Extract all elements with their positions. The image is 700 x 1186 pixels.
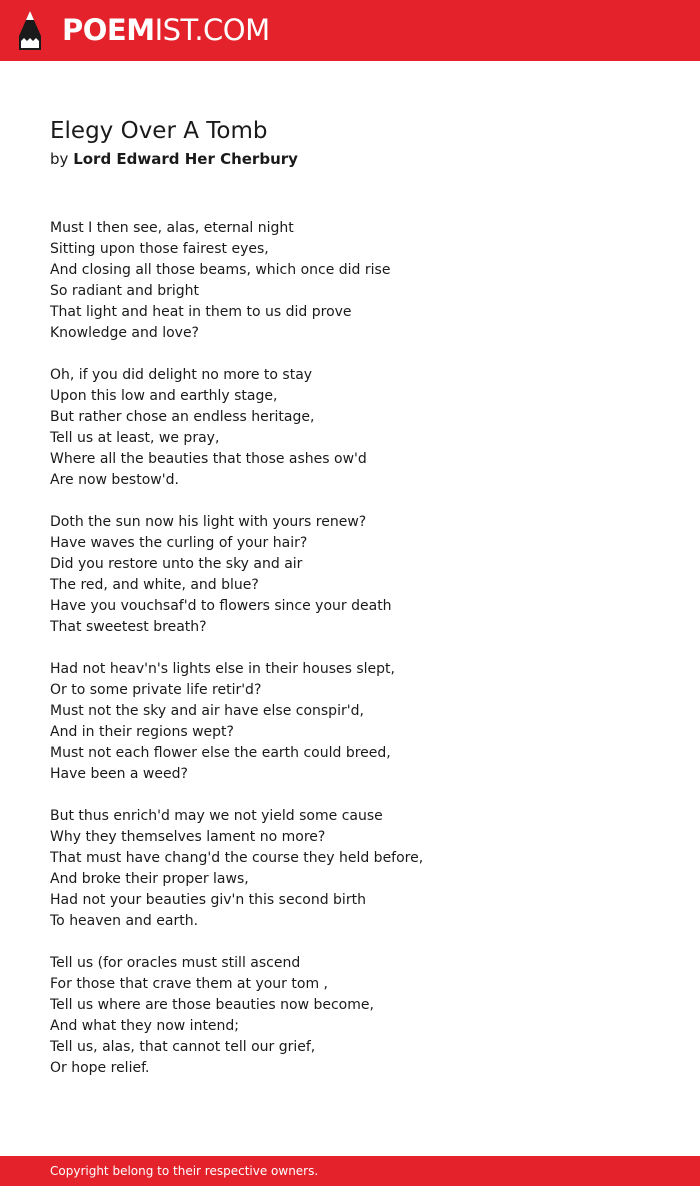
brand-light: IST.COM <box>154 13 270 47</box>
poem-line: Or hope relief. <box>50 1060 150 1076</box>
by-label: by <box>50 150 69 168</box>
poem-line: Doth the sun now his light with yours renew? <box>50 514 367 530</box>
poem-line: And broke their proper laws, <box>50 871 249 887</box>
copyright-text: Copyright belong to their respective owners. <box>50 1164 319 1178</box>
stanza <box>50 512 650 638</box>
poem-line: That must have chang'd the course they held before, <box>50 850 424 866</box>
poem-line: Sitting upon those fairest eyes, <box>50 241 269 257</box>
poem-line: Why they themselves lament no more? <box>50 829 326 845</box>
stanza <box>50 218 650 344</box>
poem-line: Have you vouchsaf'd to flowers since your death <box>50 598 392 614</box>
poem-line: Had not heav'n's lights else in their houses slept, <box>50 661 395 677</box>
poem-line: The red, and white, and blue? <box>50 577 259 593</box>
site-footer <box>0 1156 700 1186</box>
poem-line: That light and heat in them to us did prove <box>50 304 352 320</box>
poem-line: But rather chose an endless heritage, <box>50 409 315 425</box>
poem-line: Did you restore unto the sky and air <box>50 556 303 572</box>
site-logo-text[interactable] <box>62 12 270 48</box>
poem-title: Elegy Over A Tomb <box>50 118 268 144</box>
poem-line: For those that crave them at your tom , <box>50 976 328 992</box>
poem-line: And what they now intend; <box>50 1018 240 1034</box>
poem-line: Had not your beauties giv'n this second birth <box>50 892 366 908</box>
stanza <box>50 953 650 1079</box>
author-name: Lord Edward Her Cherbury <box>73 150 298 168</box>
poem-line: Tell us, alas, that cannot tell our grief, <box>50 1039 316 1055</box>
poem-line: And closing all those beams, which once did rise <box>50 262 391 278</box>
poem-body <box>50 218 650 1100</box>
poem-line: Tell us at least, we pray, <box>50 430 220 446</box>
poem-line: And in their regions wept? <box>50 724 234 740</box>
poem-line: Must not the sky and air have else conspir'd, <box>50 703 364 719</box>
byline <box>50 148 298 170</box>
poem-line: Where all the beauties that those ashes ow'd <box>50 451 367 467</box>
stanza <box>50 659 650 785</box>
poem-line: Oh, if you did delight no more to stay <box>50 367 313 383</box>
poem-line: To heaven and earth. <box>50 913 199 929</box>
site-header <box>0 0 700 61</box>
poem-line: Must I then see, alas, eternal night <box>50 220 294 236</box>
poem-line: Tell us where are those beauties now become, <box>50 997 374 1013</box>
stanza <box>50 365 650 491</box>
poem-line: Tell us (for oracles must still ascend <box>50 955 301 971</box>
poem-line: Upon this low and earthly stage, <box>50 388 278 404</box>
poem-line: Have waves the curling of your hair? <box>50 535 308 551</box>
poem-line: So radiant and bright <box>50 283 199 299</box>
poem-line: Have been a weed? <box>50 766 188 782</box>
poem-line: Must not each flower else the earth could breed, <box>50 745 391 761</box>
poem-line: Or to some private life retir'd? <box>50 682 262 698</box>
poem-line: Knowledge and love? <box>50 325 199 341</box>
poem-line: But thus enrich'd may we not yield some cause <box>50 808 383 824</box>
pencil-icon[interactable] <box>17 10 43 51</box>
poem-line: That sweetest breath? <box>50 619 207 635</box>
brand-bold: POEM <box>62 13 155 47</box>
stanza <box>50 806 650 932</box>
poem-line: Are now bestow'd. <box>50 472 179 488</box>
